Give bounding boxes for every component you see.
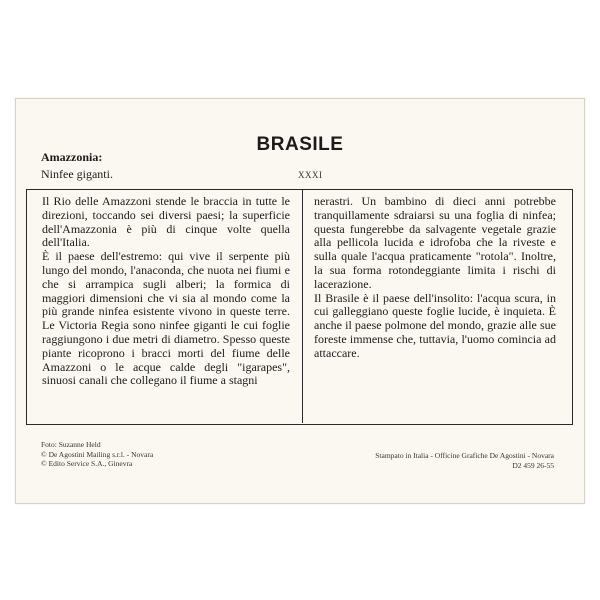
postcard (15, 98, 585, 504)
card-title: BRASILE (256, 134, 344, 155)
photo-credit: Foto: Suzanne Held (41, 440, 101, 449)
product-code: D2 459 26-55 (512, 460, 554, 470)
card-number: XXXI (298, 170, 323, 180)
body-column-left (42, 195, 290, 388)
paragraph: Il Rio delle Amazzoni stende le braccia in tutte le direzioni, toccando sei diversi paesi; la superficie dell'Amazzonia è più di cinque volte quella dell'Italia. (42, 194, 290, 250)
photo-credits (41, 440, 153, 469)
body-column-right (314, 195, 556, 361)
printer-info (375, 451, 554, 470)
copyright-line: © Edito Service S.A., Ginevra (41, 459, 133, 468)
subject-subtitle: Ninfee giganti. (41, 167, 113, 181)
column-divider (302, 189, 303, 423)
copyright-line: © De Agostini Mailing s.r.l. - Novara (41, 449, 154, 459)
region-heading: Amazzonia: (41, 150, 103, 164)
paragraph: È il paese dell'estremo: qui vive il serpente più lungo del mondo, l'anaconda, che nuota nei fiumi e che si arrampica sugli alberi; la formica di maggiori dimensioni che vi sia al mondo come la più grande ninfea esistente vivono in queste terre. Le Victoria Regia sono ninfee giganti le cui foglie raggiungono i due metri di diametro. Spesso queste piante ricoprono i bracci morti del fiume delle Amazzoni o le acque calde degli "igarapes", sinuosi canali che collegano il fiume a stagni (42, 249, 290, 388)
paragraph: nerastri. Un bambino di dieci anni potrebbe tranquillamente sdraiarsi su una foglia di ninfea; questa fungerebbe da salvagente vegetale grazie alla pellicola lucida e idrofoba che la riveste e sulla quale l'acqua praticamente "rotola". Inoltre, la sua forma rotondeggiante limita i rischi di lacerazione. (314, 194, 556, 291)
printer-line: Stampato in Italia - Officine Grafiche De Agostini - Novara (375, 451, 554, 460)
paragraph: Il Brasile è il paese dell'insolito: l'acqua scura, in cui galleggiano queste foglie lucide, è inquieta. È anche il paese polmone del mondo, grazie alle sue foreste immense che, tuttavia, l'uomo comincia ad attaccare. (314, 290, 556, 360)
